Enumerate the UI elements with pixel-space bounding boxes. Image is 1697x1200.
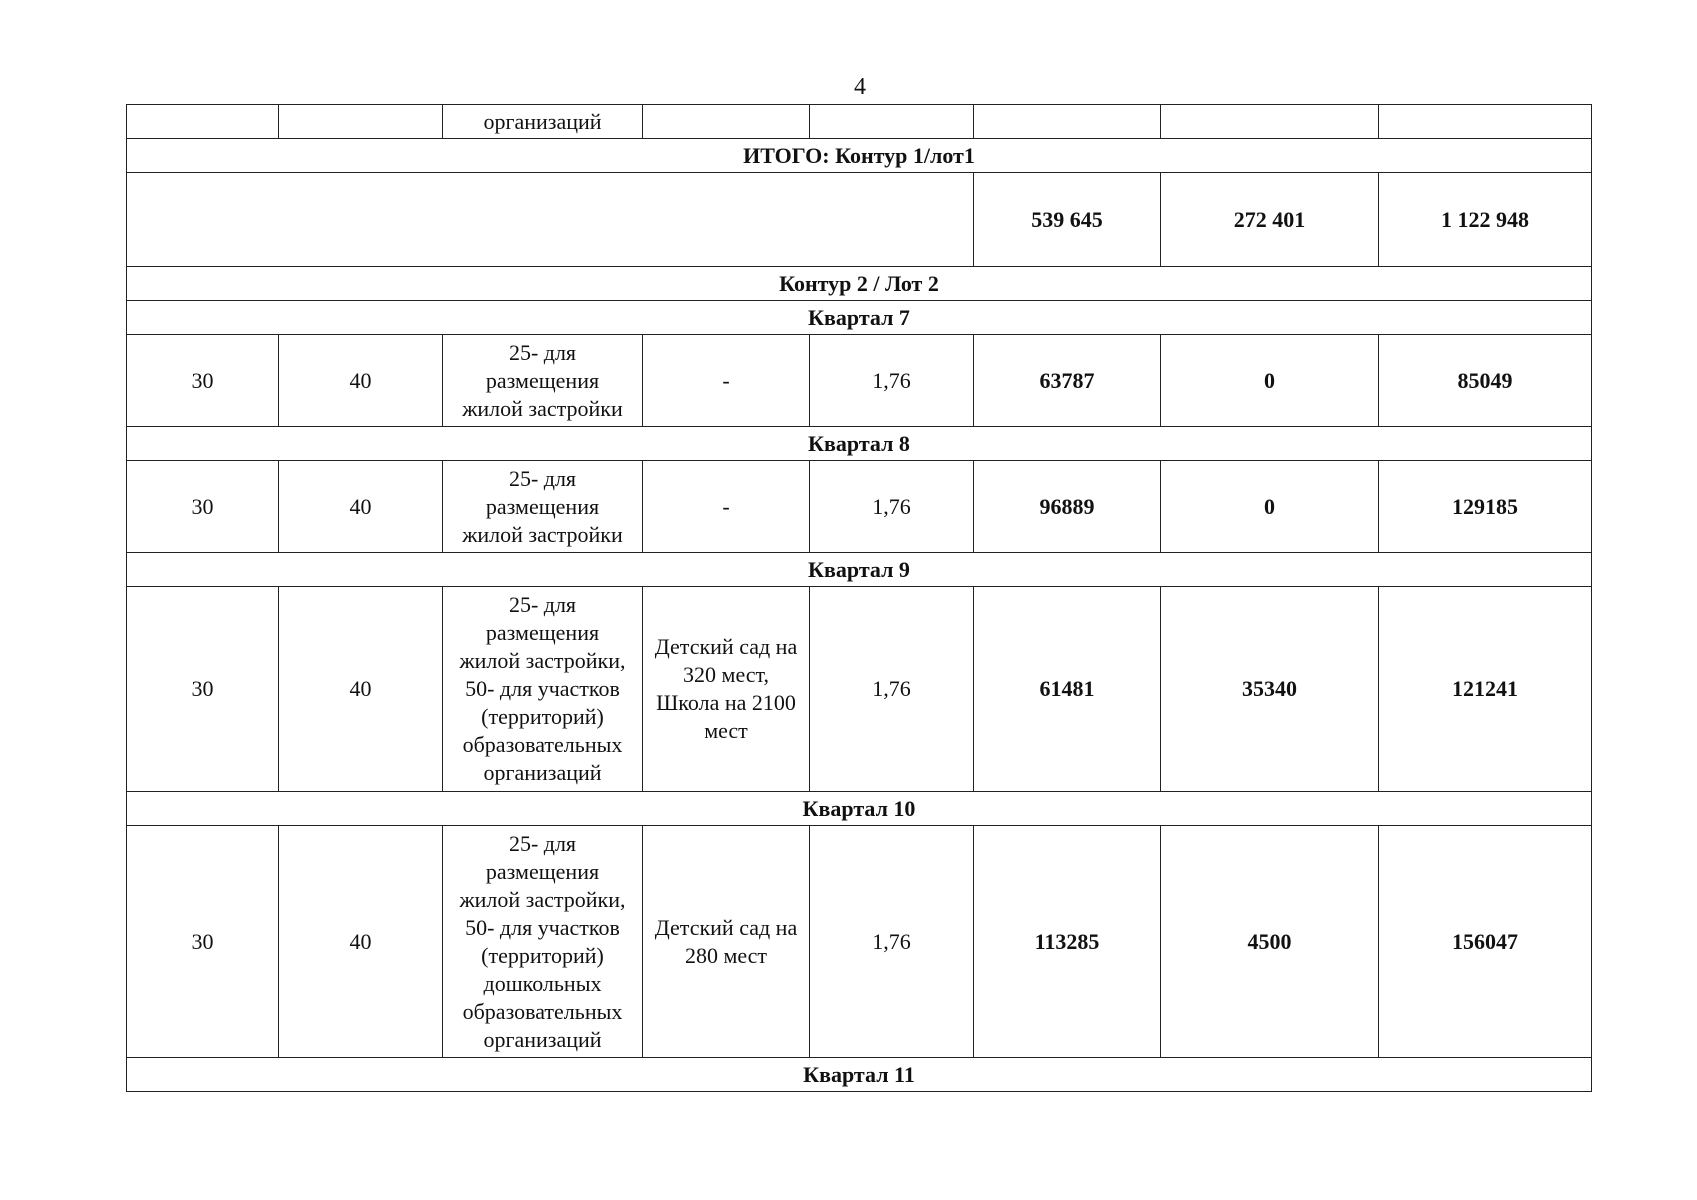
table-cell	[127, 105, 279, 139]
table-cell: 30	[127, 587, 279, 792]
quarter-heading: Квартал 8	[127, 427, 1592, 461]
table-row	[127, 826, 1592, 1058]
section-heading-row	[127, 267, 1592, 301]
table-cell: -	[643, 461, 810, 553]
table-cell: 63787	[974, 335, 1161, 427]
table-cell: 25- для размещения жилой застройки, 50- для участков (территорий) образовательных организаций	[443, 587, 643, 792]
table-cell: 30	[127, 826, 279, 1058]
table-cell: 0	[1161, 335, 1379, 427]
contour-heading: Контур 2 / Лот 2	[127, 267, 1592, 301]
section-heading-row	[127, 1058, 1592, 1092]
table-cell: 1,76	[810, 826, 974, 1058]
table-cell: Детский сад на 320 мест, Школа на 2100 мест	[643, 587, 810, 792]
total-row	[127, 173, 1592, 267]
table-cell	[1379, 105, 1592, 139]
table-cell	[974, 105, 1161, 139]
section-heading-row	[127, 553, 1592, 587]
table-row	[127, 461, 1592, 553]
table-row	[127, 105, 1592, 139]
table-cell: 40	[279, 461, 443, 553]
data-table	[126, 104, 1592, 1092]
table-cell: 4500	[1161, 826, 1379, 1058]
total-value: 272 401	[1161, 173, 1379, 267]
table-cell: 40	[279, 335, 443, 427]
section-heading-row	[127, 792, 1592, 826]
quarter-heading: Квартал 7	[127, 301, 1592, 335]
table-cell: 121241	[1379, 587, 1592, 792]
table-cell: 30	[127, 335, 279, 427]
table-cell	[810, 105, 974, 139]
table-cell: 85049	[1379, 335, 1592, 427]
table-cell: 40	[279, 587, 443, 792]
table-cell: -	[643, 335, 810, 427]
quarter-heading: Квартал 11	[127, 1058, 1592, 1092]
total-heading: ИТОГО: Контур 1/лот1	[127, 139, 1592, 173]
table-cell: 96889	[974, 461, 1161, 553]
table-cell: 129185	[1379, 461, 1592, 553]
table-cell: 0	[1161, 461, 1379, 553]
quarter-heading: Квартал 9	[127, 553, 1592, 587]
section-heading-row	[127, 301, 1592, 335]
table-cell: 30	[127, 461, 279, 553]
table-cell	[279, 105, 443, 139]
table-cell: 40	[279, 826, 443, 1058]
table-cell: 1,76	[810, 335, 974, 427]
page-number: 4	[854, 74, 866, 100]
table-cell: организаций	[443, 105, 643, 139]
total-value: 1 122 948	[1379, 173, 1592, 267]
table-cell: 1,76	[810, 461, 974, 553]
table-cell	[1161, 105, 1379, 139]
table-cell: 35340	[1161, 587, 1379, 792]
table-cell: 25- для размещения жилой застройки	[443, 335, 643, 427]
quarter-heading: Квартал 10	[127, 792, 1592, 826]
section-heading-row	[127, 427, 1592, 461]
table-cell	[127, 173, 974, 267]
table-cell: 156047	[1379, 826, 1592, 1058]
table-cell: 113285	[974, 826, 1161, 1058]
table-cell: 25- для размещения жилой застройки	[443, 461, 643, 553]
table-row	[127, 587, 1592, 792]
table-cell: Детский сад на 280 мест	[643, 826, 810, 1058]
table-cell: 1,76	[810, 587, 974, 792]
section-heading-row	[127, 139, 1592, 173]
table-cell: 61481	[974, 587, 1161, 792]
table-cell: 25- для размещения жилой застройки, 50- для участков (территорий) дошкольных образовательных организаций	[443, 826, 643, 1058]
table-row	[127, 335, 1592, 427]
table-cell	[643, 105, 810, 139]
total-value: 539 645	[974, 173, 1161, 267]
